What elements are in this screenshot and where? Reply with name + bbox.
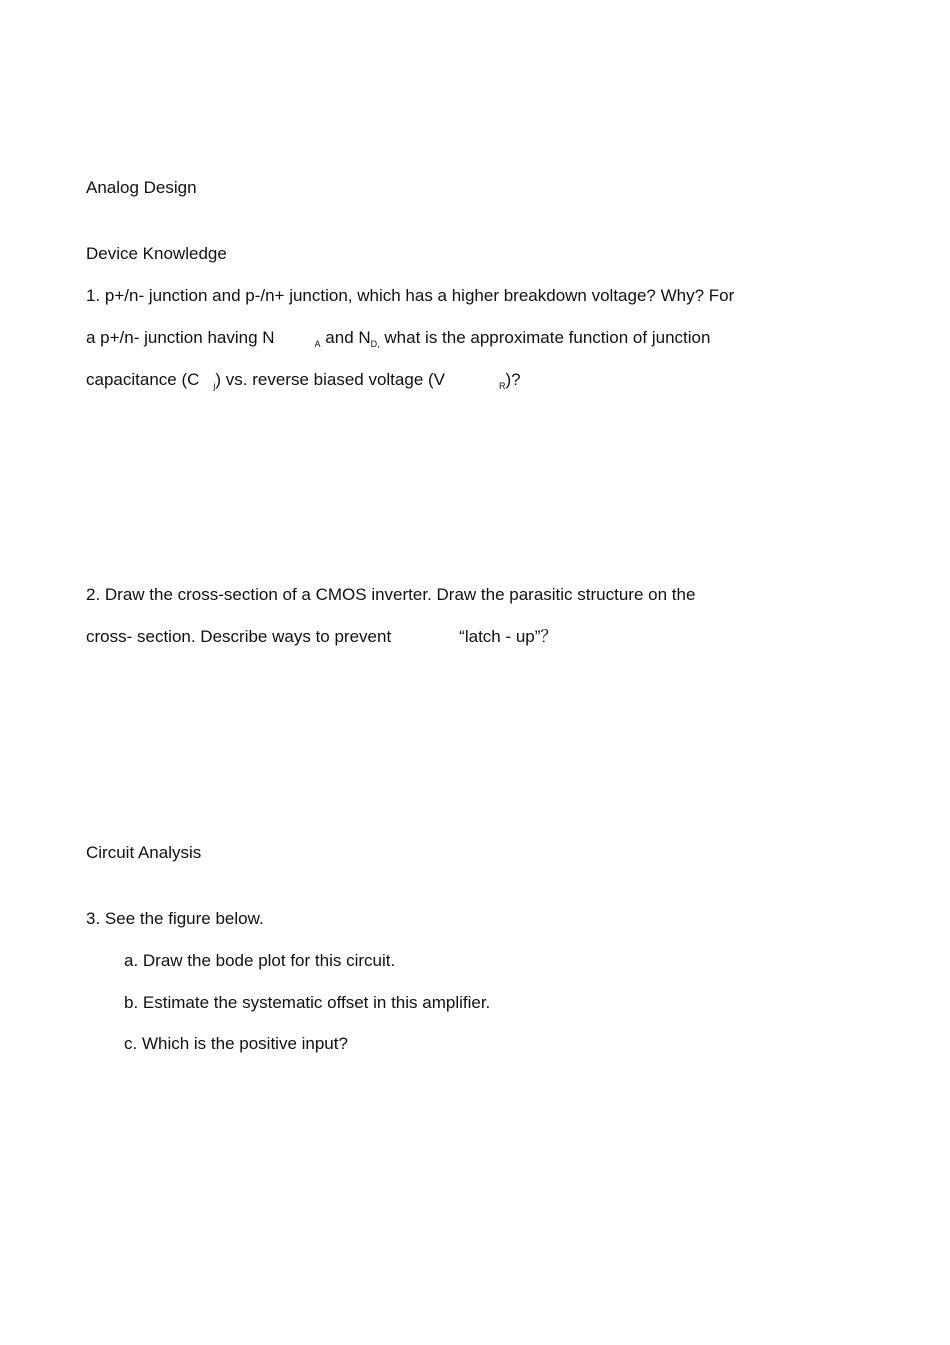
section-heading-device-knowledge: Device Knowledge: [86, 244, 227, 263]
question-3-part-a: a. Draw the bode plot for this circuit.: [124, 951, 396, 970]
question-1-line-3: [86, 370, 521, 392]
subscript-r: R: [499, 381, 506, 391]
question-2-line-2: [86, 627, 557, 647]
section-heading-circuit-analysis: Circuit Analysis: [86, 843, 202, 862]
question-2-line-1: 2. Draw the cross-section of a CMOS inverter. Draw the parasitic structure on the: [86, 585, 696, 604]
q1-text-vs: ) vs. reverse biased voltage (V: [215, 370, 445, 389]
q1-text-end: )?: [505, 370, 521, 389]
question-3-part-b: b. Estimate the systematic offset in this amplifier.: [124, 993, 491, 1012]
q1-text-c: what is the approximate function of junction: [384, 328, 711, 347]
subscript-d: D,: [370, 339, 380, 349]
q1-text-cap: capacitance (C: [86, 370, 200, 389]
question-3-intro: 3. See the figure below.: [86, 909, 264, 928]
subscript-j: j: [213, 381, 216, 391]
question-1-line-2: [86, 328, 710, 350]
q1-text-a: a p+/n- junction having N: [86, 328, 275, 347]
question-3-part-c: c. Which is the positive input?: [124, 1034, 348, 1053]
q2-text-a: cross- section. Describe ways to prevent: [86, 627, 392, 646]
document-title: Analog Design: [86, 178, 197, 197]
subscript-a: A: [314, 339, 321, 349]
question-1-line-1: 1. p+/n- junction and p-/n+ junction, which has a higher breakdown voltage? Why? For: [86, 286, 735, 305]
q1-text-b: and N: [325, 328, 371, 347]
q2-text-latchup: “latch - up”？: [459, 627, 558, 646]
